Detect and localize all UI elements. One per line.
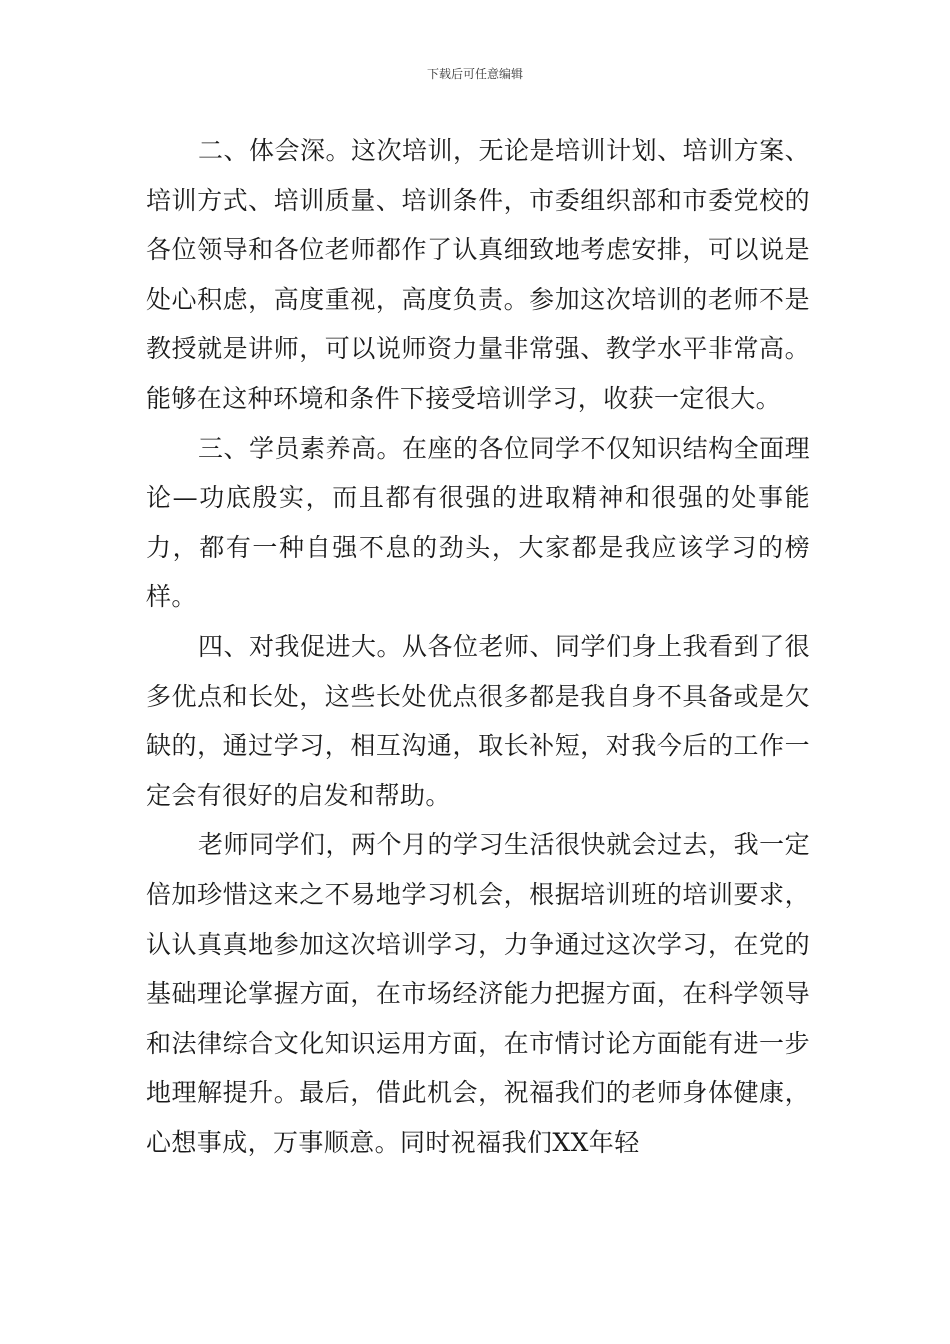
paragraph-students: 三、学员素养高。在座的各位同学不仅知识结构全面理论—功底殷实，而且都有很强的进取精神和很强的处事能力，都有一种自强不息的劲头，大家都是我应该学习的榜样。 [146,433,810,612]
paragraph-closing: 老师同学们，两个月的学习生活很快就会过去，我一定倍加珍惜这来之不易地学习机会，根据培训班的培训要求，认认真真地参加这次培训学习，力争通过这次学习，在党的基础理论掌握方面，在市场经济能力把握方面，在科学领导和法律综合文化知识运用方面，在市情讨论方面能有进一步地理解提升。最后，借此机会，祝福我们的老师身体健康，心想事成，万事顺意。同时祝福我们XX年轻 [146,830,810,1157]
paragraph-promotion: 四、对我促进大。从各位老师、同学们身上我看到了很多优点和长处，这些长处优点很多都是我自身不具备或是欠缺的，通过学习，相互沟通，取长补短，对我今后的工作一定会有很好的启发和帮助。 [146,631,810,810]
page-header-note: 下载后可任意编辑 [426,67,523,81]
document-body [146,126,810,1167]
paragraph-experience: 二、体会深。这次培训，无论是培训计划、培训方案、培训方式、培训质量、培训条件，市委组织部和市委党校的各位领导和各位老师都作了认真细致地考虑安排，可以说是处心积虑，高度重视，高度负责。参加这次培训的老师不是教授就是讲师，可以说师资力量非常强、教学水平非常高。能够在这种环境和条件下接受培训学习，收获一定很大。 [146,136,810,413]
